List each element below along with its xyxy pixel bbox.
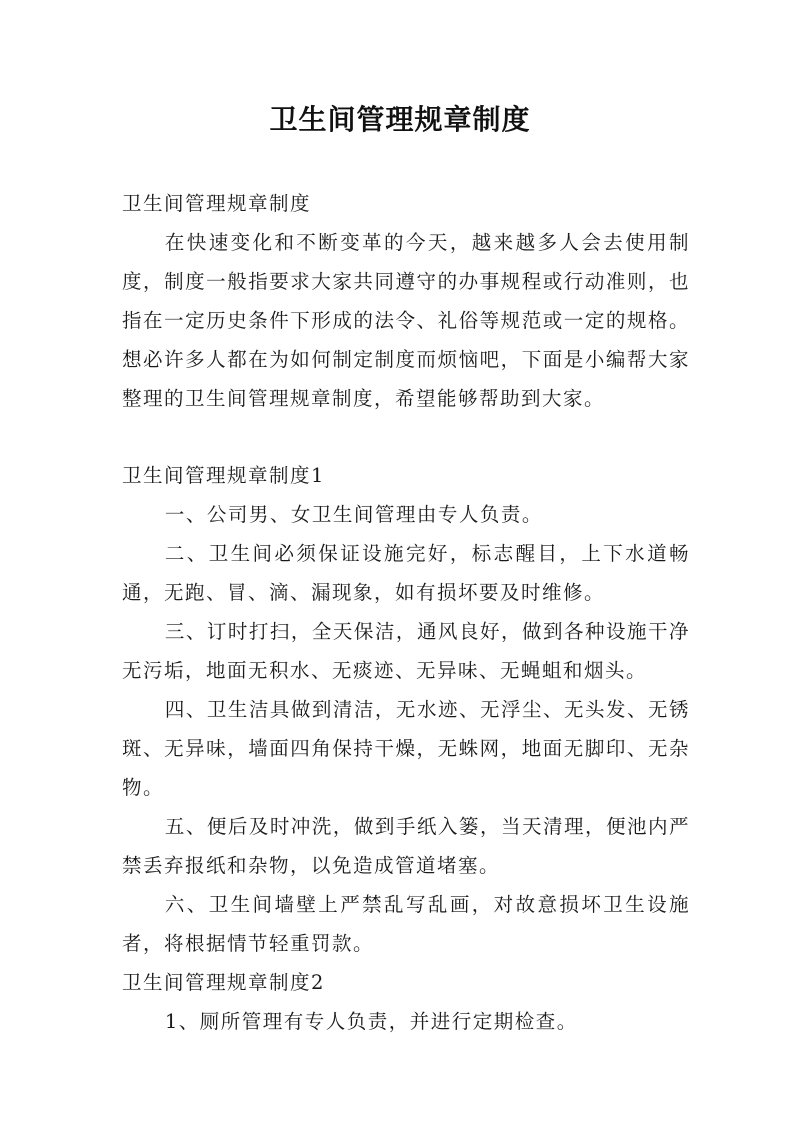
section1-item: 三、订时打扫，全天保洁，通风良好，做到各种设施干净无污垢，地面无积水、无痰迹、无异味、无蝇蛆和烟头。 xyxy=(122,620,690,682)
document-title: 卫生间管理规章制度 xyxy=(269,103,531,136)
section1-item: 六、卫生间墙壁上严禁乱写乱画，对故意损坏卫生设施者，将根据情节轻重罚款。 xyxy=(122,893,690,955)
section1-item: 四、卫生洁具做到清洁，无水迹、无浮尘、无头发、无锈斑、无异味，墙面四角保持干燥，无蛛网，地面无脚印、无杂物。 xyxy=(122,698,690,799)
section1-item: 二、卫生间必须保证设施完好，标志醒目，上下水道畅通，无跑、冒、滴、漏现象，如有损坏要及时维修。 xyxy=(122,542,690,604)
section2-item: 1、厕所管理有专人负责，并进行定期检查。 xyxy=(164,1010,578,1033)
intro-heading: 卫生间管理规章制度 xyxy=(122,192,312,215)
document-body xyxy=(122,184,690,1041)
section1-item: 五、便后及时冲洗，做到手纸入篓，当天清理，便池内严禁丢弃报纸和杂物，以免造成管道堵塞。 xyxy=(122,815,690,877)
section2-heading: 卫生间管理规章制度2 xyxy=(122,971,325,994)
intro-paragraph: 在快速变化和不断变革的今天，越来越多人会去使用制度，制度一般指要求大家共同遵守的办事规程或行动准则，也指在一定历史条件下形成的法令、礼俗等规范或一定的规格。想必许多人都在为如何制定制度而烦恼吧，下面是小编帮大家整理的卫生间管理规章制度，希望能够帮助到大家。 xyxy=(122,231,690,410)
section-spacer xyxy=(122,418,690,456)
section1-item: 一、公司男、女卫生间管理由专人负责。 xyxy=(164,503,543,526)
section1-heading: 卫生间管理规章制度1 xyxy=(122,464,325,487)
